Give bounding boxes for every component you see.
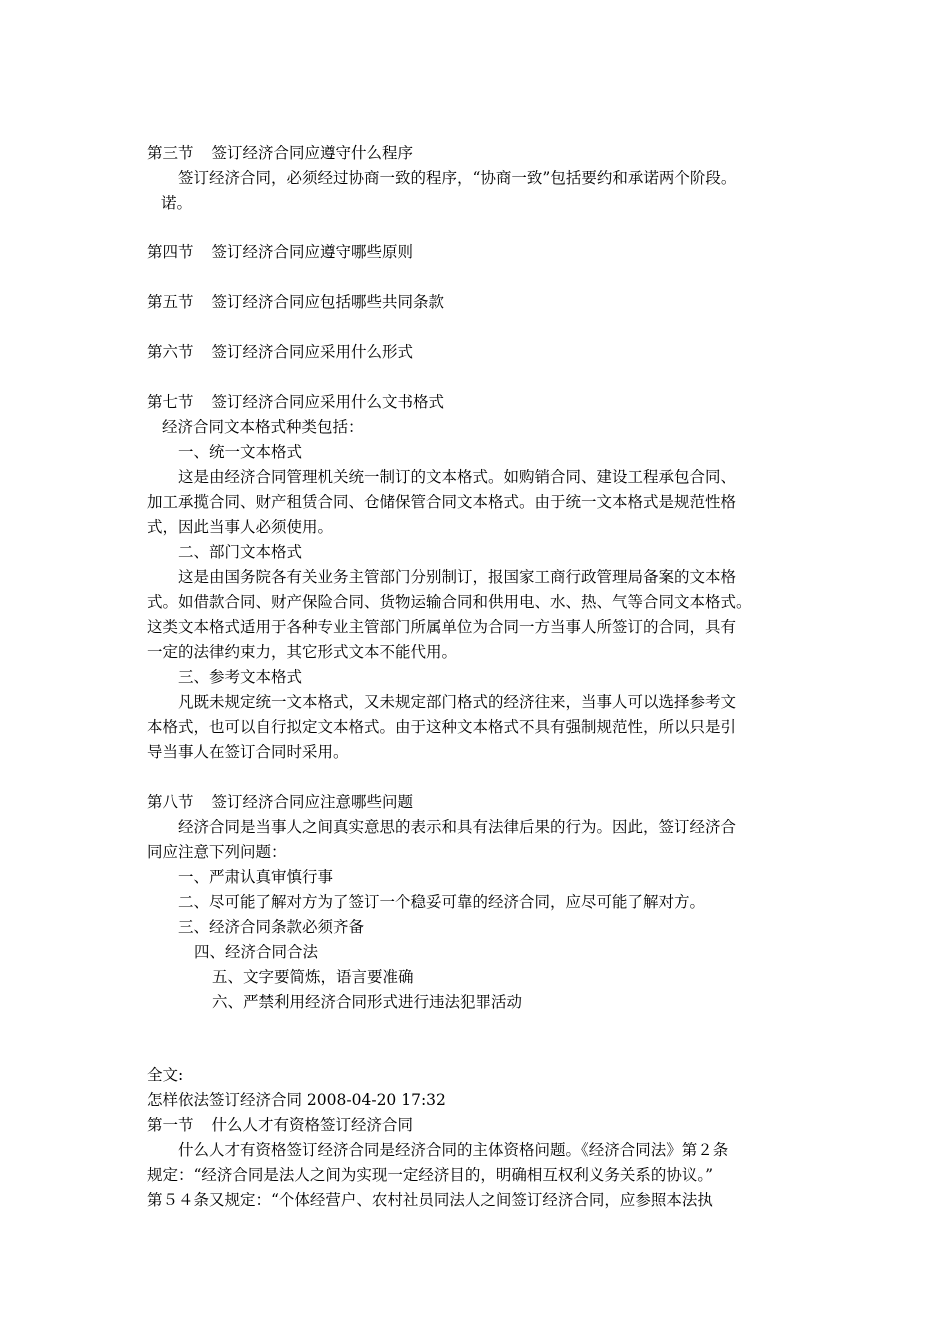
section-number: 第六节 [147, 343, 194, 361]
paragraph-line: 加工承揽合同、财产租赁合同、仓储保管合同文本格式。由于统一文本格式是规范性格 [147, 493, 737, 511]
section-title: 签订经济合同应遵守哪些原则 [211, 243, 414, 261]
paragraph-line: 什么人才有资格签订经济合同是经济合同的主体资格问题。《经济合同法》第２条 [178, 1141, 729, 1159]
section-title: 签订经济合同应遵守什么程序 [211, 144, 414, 162]
section-8-heading [147, 792, 413, 812]
section-3-heading [147, 143, 413, 163]
paragraph-line: 这是由国务院各有关业务主管部门分别制订，报国家工商行政管理局备案的文本格 [178, 568, 737, 586]
paragraph-line: 一定的法律约束力，其它形式文本不能代用。 [147, 643, 458, 661]
paragraph-line: 本格式，也可以自行拟定文本格式。由于这种文本格式不具有强制规范性，所以只是引 [147, 718, 737, 736]
section-title: 签订经济合同应包括哪些共同条款 [211, 293, 445, 311]
section-1-heading [147, 1115, 413, 1135]
section-number: 第八节 [147, 793, 194, 811]
section-number: 第五节 [147, 293, 194, 311]
paragraph-line: 这是由经济合同管理机关统一制订的文本格式。如购销合同、建设工程承包合同、 [178, 468, 737, 486]
section-number: 第一节 [147, 1116, 194, 1134]
section-number: 第三节 [147, 144, 194, 162]
section-title: 什么人才有资格签订经济合同 [211, 1116, 414, 1134]
list-item: 四、经济合同合法 [194, 943, 319, 961]
section-4-heading [147, 242, 413, 262]
full-text-label: 全文: [147, 1066, 184, 1084]
paragraph-line: 凡既未规定统一文本格式，又未规定部门格式的经济往来，当事人可以选择参考文 [178, 693, 737, 711]
section-title: 签订经济合同应采用什么形式 [211, 343, 414, 361]
paragraph-line: 诺。 [161, 194, 193, 212]
paragraph-line: 规定：“经济合同是法人之间为实现一定经济目的，明确相互权利义务关系的协议。” [147, 1166, 714, 1184]
subheading: 三、参考文本格式 [178, 668, 303, 686]
paragraph-line: 签订经济合同，必须经过协商一致的程序，“协商一致”包括要约和承诺两个阶段。 [178, 169, 737, 187]
paragraph-line: 经济合同文本格式种类包括： [162, 418, 364, 436]
list-item: 一、严肃认真审慎行事 [178, 868, 334, 886]
paragraph-line: 经济合同是当事人之间真实意思的表示和具有法律后果的行为。因此，签订经济合 [178, 818, 737, 836]
section-title: 签订经济合同应注意哪些问题 [211, 793, 414, 811]
paragraph-line: 同应注意下列问题： [147, 843, 287, 861]
paragraph-line: 导当事人在签订合同时采用。 [147, 743, 349, 761]
list-item: 三、经济合同条款必须齐备 [178, 918, 365, 936]
section-7-heading [147, 392, 444, 412]
section-title: 签订经济合同应采用什么文书格式 [211, 393, 445, 411]
subheading: 二、部门文本格式 [178, 543, 303, 561]
paragraph-line: 式，因此当事人必须使用。 [147, 518, 334, 536]
paragraph-line: 这类文本格式适用于各种专业主管部门所属单位为合同一方当事人所签订的合同，具有 [147, 618, 737, 636]
article-title-line: 怎样依法签订经济合同 2008-04-20 17:32 [147, 1091, 446, 1109]
section-number: 第七节 [147, 393, 194, 411]
section-number: 第四节 [147, 243, 194, 261]
list-item: 二、尽可能了解对方为了签订一个稳妥可靠的经济合同，应尽可能了解对方。 [178, 893, 706, 911]
paragraph-line: 第５４条又规定：“个体经营户、农村社员同法人之间签订经济合同，应参照本法执 [147, 1191, 713, 1209]
paragraph-line: 式。如借款合同、财产保险合同、货物运输合同和供用电、水、热、气等合同文本格式。 [147, 593, 752, 611]
section-6-heading [147, 342, 413, 362]
section-5-heading [147, 292, 444, 312]
list-item: 五、文字要简炼，语言要准确 [212, 968, 414, 986]
subheading: 一、统一文本格式 [178, 443, 303, 461]
list-item: 六、严禁利用经济合同形式进行违法犯罪活动 [212, 993, 523, 1011]
